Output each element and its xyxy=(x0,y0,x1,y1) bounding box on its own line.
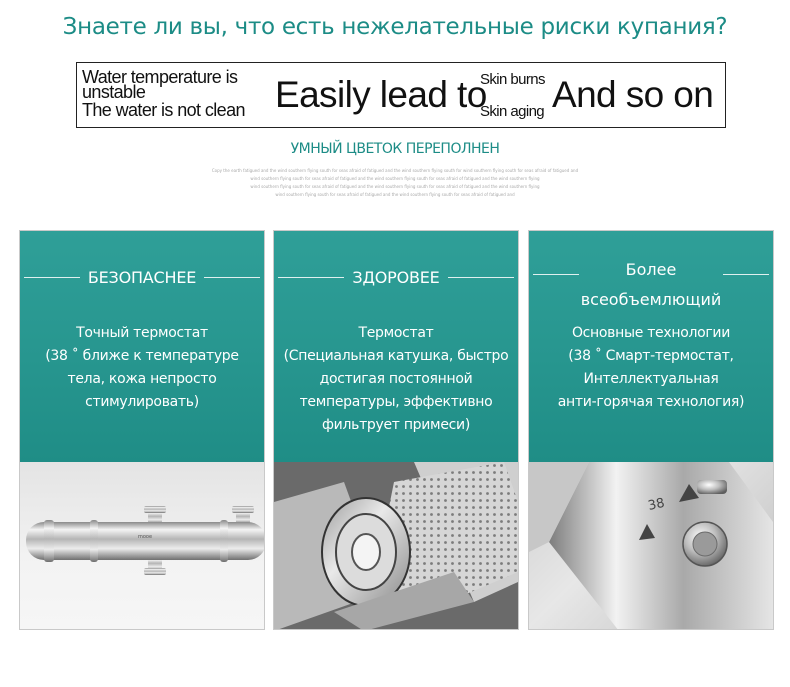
fine-print-line: wind southern flying south for seas afraid of fatigued and the wind southern flying south for seas afraid of fatigued and xyxy=(275,192,515,197)
card-description-line: (Специальная катушка, быстро xyxy=(283,348,509,364)
card-title: ЗДОРОВЕЕ xyxy=(352,268,440,287)
feature-card-comprehensive xyxy=(528,230,774,630)
card-title-row xyxy=(20,268,264,287)
card-description-line: Точный термостат xyxy=(76,325,208,341)
banner-water-temp-line1: Water temperature is xyxy=(82,67,238,87)
card-description-line: Основные технологии xyxy=(571,325,731,341)
banner-water-not-clean: The water is not clean xyxy=(82,100,245,120)
banner-and-so-on: And so on xyxy=(552,74,714,115)
filter-cartridge-photo xyxy=(274,462,518,630)
fine-print-line: Copy the earth fatigued and the wind southern flying south for seas afraid of fatigued and the wind southern flying south for wind southern flying south for seas afraid of fatigued and xyxy=(211,168,579,173)
card-title-line: Более xyxy=(625,260,677,279)
card-description xyxy=(529,322,773,414)
title-divider xyxy=(448,277,514,278)
card-title xyxy=(529,255,773,315)
card-description xyxy=(20,322,264,414)
banner-skin-aging: Skin aging xyxy=(480,103,545,120)
thermostat-valve-photo xyxy=(20,462,264,630)
card-description-line: стимулировать) xyxy=(85,394,199,410)
card-description-line: (38 ˚ ближе к температуре xyxy=(45,348,239,364)
fine-print-line: wind southern flying south for seas afraid of fatigued and the wind southern flying south for seas afraid of fatigued and the wind southern flying xyxy=(250,176,540,181)
title-divider xyxy=(24,277,80,278)
card-title-line: всеобъемлющий xyxy=(580,290,722,309)
card-text-panel xyxy=(529,231,773,462)
card-text-panel xyxy=(20,231,264,462)
feature-card-healthier xyxy=(273,230,519,630)
brand-mark: mooe xyxy=(138,534,153,540)
card-description-line: фильтрует примеси) xyxy=(322,417,470,433)
card-description-line: анти-горячая технология) xyxy=(557,394,745,410)
card-description-line: Термостат xyxy=(358,325,434,341)
risk-banner xyxy=(76,62,726,128)
title-divider xyxy=(204,277,260,278)
banner-water-temp-line2: unstable xyxy=(82,82,146,102)
card-description xyxy=(274,322,518,437)
card-text-panel xyxy=(274,231,518,462)
section-subheading: УМНЫЙ ЦВЕТОК ПЕРЕПОЛНЕН xyxy=(290,141,500,157)
card-description-line: Интеллектуальная xyxy=(583,371,719,387)
page-headline: Знаете ли вы, что есть нежелательные риски купания? xyxy=(62,14,728,40)
card-description-line: температуры, эффективно xyxy=(299,394,493,410)
title-divider xyxy=(278,277,344,278)
card-description-line: достигая постоянной xyxy=(319,371,473,387)
card-description-line: (38 ˚ Смарт-термостат, xyxy=(568,348,734,364)
card-description-line: тела, кожа непросто xyxy=(67,371,217,387)
fine-print-line: wind southern flying south for seas afraid of fatigued and the wind southern flying south for seas afraid of fatigued and the wind southern flying xyxy=(250,184,540,189)
dial-number: 38 xyxy=(646,495,667,514)
thermostat-dial-photo xyxy=(529,462,773,630)
feature-card-safer xyxy=(19,230,265,630)
banner-skin-burns: Skin burns xyxy=(480,71,545,88)
banner-easily-lead-to: Easily lead to xyxy=(275,74,487,115)
card-title-row xyxy=(274,268,518,287)
card-title: БЕЗОПАСНЕЕ xyxy=(87,268,197,287)
